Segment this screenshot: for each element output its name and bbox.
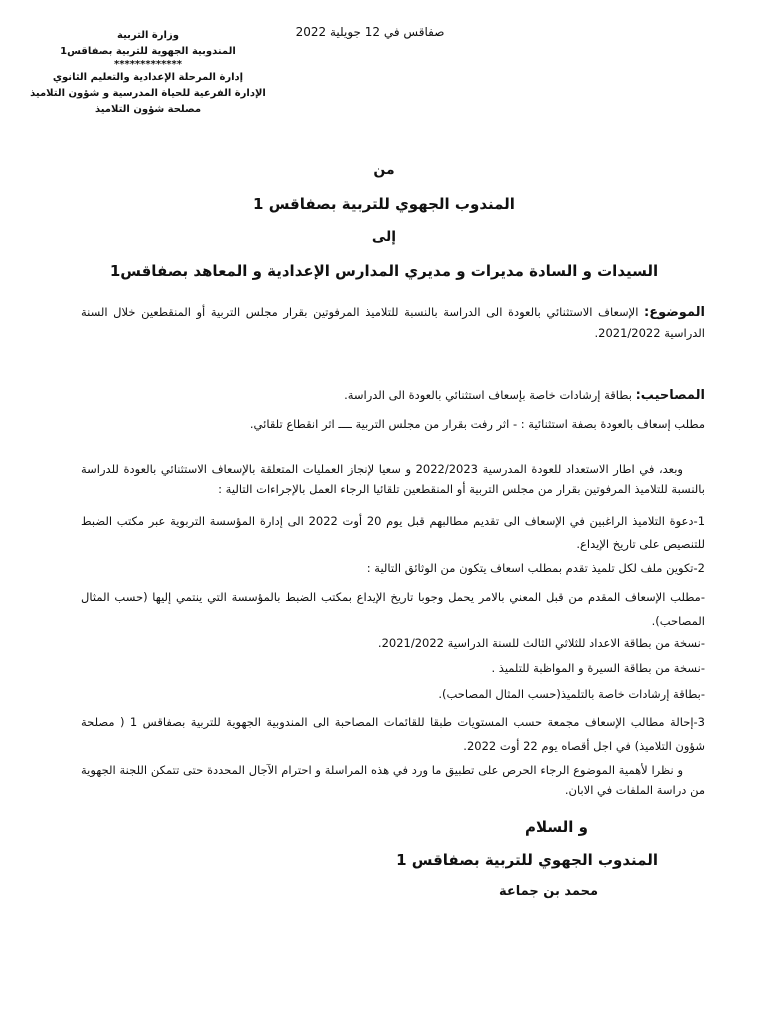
item-3: 3-إحالة مطالب الإسعاف مجمعة حسب المستويات طبقا للقائمات المصاحبة الى المندوبية الجهوية للتربية بصفاقس 1 ( مصلحة شؤون التلاميذ) في اجل أقصاه يوم 22 أوت 2022. bbox=[81, 715, 705, 753]
closing-paragraph: و نظرا لأهمية الموضوع الرجاء الحرص على تطبيق ما ورد في هذه المراسلة و احترام الآجال المحددة حتى تتمكن اللجنة الجهوية من دراسة الملفات في الابان. bbox=[81, 763, 705, 797]
subject-label: الموضوع: bbox=[644, 305, 705, 320]
ministry-name: وزارة التربية bbox=[117, 30, 179, 41]
from-label: من bbox=[373, 162, 395, 178]
item-2-b: -نسخة من بطاقة الاعداد للثلاثي الثالث للسنة الدراسية 2021/2022. bbox=[377, 636, 705, 650]
salutation: و السلام bbox=[525, 818, 588, 836]
item-1: 1-دعوة التلاميذ الراغبين في الإسعاف الى تقديم مطالبهم قبل يوم 20 أوت 2022 الى إدارة المؤسسة التربوية عبر مكتب الضبط للتنصيص على تاريخ الإيداع. bbox=[81, 514, 706, 551]
attachments-label: المصاحيب: bbox=[635, 388, 705, 403]
signatory-name: محمد بن جماعة bbox=[498, 884, 598, 899]
sub-directorate-name: الإدارة الفرعية للحياة المدرسية و شؤون التلاميذ bbox=[30, 88, 266, 99]
to-label: إلى bbox=[371, 229, 397, 245]
date-line: صفاقس في 12 جويلية 2022 bbox=[295, 25, 445, 39]
separator-stars: ************* bbox=[114, 59, 182, 70]
delegation-name: المندوبية الجهوية للتربية بصفاقس1 bbox=[60, 46, 236, 57]
attachments-paragraph bbox=[81, 385, 705, 406]
to-name: السيدات و السادة مديرات و مديري المدارس الإعدادية و المعاهد بصفاقس1 bbox=[109, 262, 659, 280]
item-2-a: -مطلب الإسعاف المقدم من قبل المعني بالامر يحمل وجوبا تاريخ الإيداع بمكتب الضبط بالمؤسسة التي ينتمي إليها (حسب المثال المصاحب). bbox=[81, 590, 705, 628]
subject-paragraph bbox=[81, 302, 705, 343]
letterhead bbox=[28, 28, 268, 118]
intro-paragraph: وبعد، في اطار الاستعداد للعودة المدرسية 2022/2023 و سعيا لإنجاز العمليات المتعلقة بالإسعاف الاستثنائي بالعودة للدراسة بالنسبة للتلاميذ المرفوتين بقرار من مجلس التربية أو المنقطعين تلقائيا الرجاء العمل بالإجراءات التالية : bbox=[81, 462, 705, 496]
service-name: مصلحة شؤون التلاميذ bbox=[94, 104, 202, 115]
subject-text: الإسعاف الاستثنائي بالعودة الى الدراسة بالنسبة للتلاميذ المرفوتين بقرار مجلس التربية أو المنقطعين خلال السنة الدراسية 2021/2022. bbox=[81, 305, 705, 340]
attachments-text: بطاقة إرشادات خاصة بإسعاف استثنائي بالعودة الى الدراسة. bbox=[344, 388, 636, 402]
attachments-line2: مطلب إسعاف بالعودة بصفة استثنائية : - اثر رفت بقرار من مجلس التربية ــــ اثر انقطاع تلقائي. bbox=[249, 417, 705, 431]
directorate-name: إدارة المرحلة الإعدادية والتعليم الثانوي bbox=[52, 72, 244, 83]
signatory-title: المندوب الجهوي للتربية بصفاقس 1 bbox=[396, 851, 658, 869]
from-name: المندوب الجهوي للتربية بصفاقس 1 bbox=[253, 195, 515, 213]
item-2-c: -نسخة من بطاقة السيرة و المواظبة للتلميذ . bbox=[491, 661, 705, 675]
item-2: 2-تكوين ملف لكل تلميذ تقدم بمطلب اسعاف يتكون من الوثائق التالية : bbox=[366, 561, 705, 575]
item-2-d: -بطاقة إرشادات خاصة بالتلميذ(حسب المثال المصاحب). bbox=[438, 687, 705, 701]
